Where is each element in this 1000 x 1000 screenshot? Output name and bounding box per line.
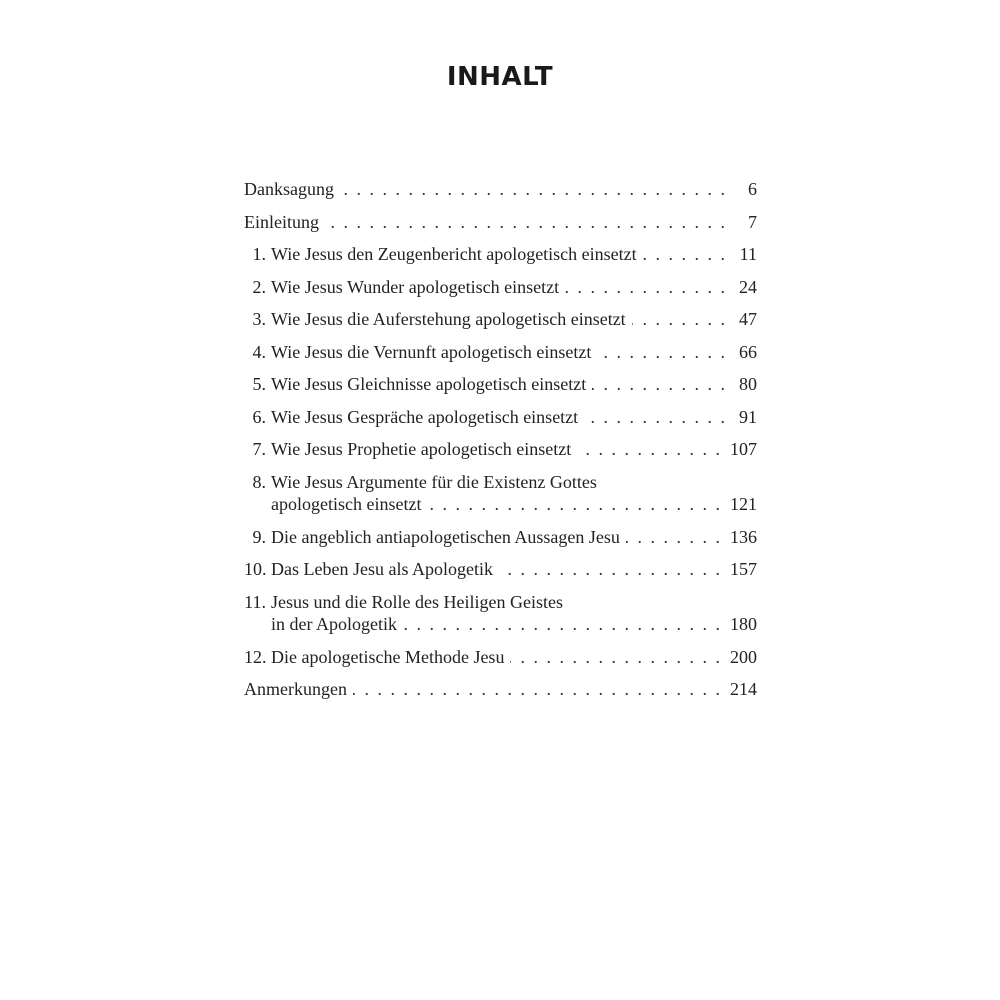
toc-entry-chapter-12[interactable] (244, 646, 757, 669)
toc-page-number: 24 (739, 276, 757, 297)
toc-page-number: 7 (748, 211, 757, 232)
chapter-number: 3. (252, 309, 266, 329)
chapter-number: 10. (244, 559, 267, 579)
toc-entry-label: Die apologetische Methode Jesu (271, 646, 505, 667)
toc-entry-chapter-8[interactable] (244, 471, 757, 516)
toc-page-number: 157 (730, 559, 757, 579)
toc-entry-chapter-3[interactable] (244, 308, 757, 331)
dot-leader (427, 493, 722, 516)
toc-entry-chapter-9[interactable] (244, 526, 757, 549)
dot-leader (325, 211, 727, 234)
toc-entry-label: Das Leben Jesu als Apologetik (271, 559, 493, 579)
dot-leader (597, 341, 727, 364)
chapter-number: 4. (252, 341, 266, 362)
toc-entry-chapter-11[interactable] (244, 591, 757, 636)
toc-entry-label: Wie Jesus Gespräche apologetisch einsetzt (271, 406, 579, 427)
chapter-number: 2. (252, 276, 266, 297)
toc-entry-chapter-10[interactable] (244, 558, 757, 581)
dot-leader (577, 438, 722, 461)
toc-entry-chapter-4[interactable] (244, 341, 757, 364)
toc-page-number: 136 (730, 526, 757, 547)
toc-entry-chapter-5[interactable] (244, 373, 757, 396)
toc-entry-chapter-1[interactable] (244, 243, 757, 266)
toc-entry-label: Wie Jesus die Auferstehung apologetisch einsetzt (271, 309, 626, 329)
toc-entry-label: Wie Jesus Gleichnisse apologetisch einsetzt (271, 374, 587, 394)
toc-page-number: 11 (739, 244, 757, 264)
toc-page-number: 6 (748, 179, 757, 199)
toc-entry-label: Anmerkungen (244, 679, 347, 699)
chapter-number: 1. (252, 244, 266, 264)
toc-page-number: 121 (730, 494, 757, 514)
toc-page-number: 80 (739, 374, 757, 394)
dot-leader (632, 308, 727, 331)
chapter-number: 9. (252, 526, 266, 547)
table-of-contents (244, 178, 757, 711)
toc-entry-danksagung[interactable] (244, 178, 757, 201)
toc-entry-label-continued: in der Apologetik (271, 614, 397, 634)
toc-page-number: 214 (730, 679, 757, 699)
toc-entry-label: Die angeblich antiapologetischen Aussagen Jesu (271, 526, 620, 547)
toc-entry-chapter-6[interactable] (244, 406, 757, 429)
toc-page-number: 200 (730, 646, 757, 667)
chapter-number: 12. (244, 646, 267, 667)
toc-page-number: 107 (730, 439, 757, 459)
dot-leader (592, 373, 727, 396)
dot-leader (565, 276, 727, 299)
dot-leader (643, 243, 727, 266)
toc-page-number: 66 (739, 341, 757, 362)
toc-page-number: 47 (739, 309, 757, 329)
page-title: INHALT (446, 62, 554, 92)
toc-entry-label: Wie Jesus Prophetie apologetisch einsetzt (271, 439, 572, 459)
toc-entry-label: Danksagung (244, 179, 334, 199)
chapter-number: 6. (252, 406, 266, 427)
dot-leader (499, 558, 722, 581)
chapter-number: 11. (244, 591, 266, 612)
dot-leader (340, 178, 727, 201)
toc-page-number: 180 (730, 614, 757, 634)
toc-entry-label-continued: apologetisch einsetzt (271, 494, 422, 514)
toc-entry-label: Wie Jesus Argumente für die Existenz Gottes (271, 471, 597, 492)
toc-page-number: 91 (739, 406, 757, 427)
toc-entry-label: Wie Jesus die Vernunft apologetisch einsetzt (271, 341, 592, 362)
toc-entry-einleitung[interactable] (244, 211, 757, 234)
dot-leader (510, 646, 722, 669)
chapter-number: 7. (252, 439, 266, 459)
chapter-number: 5. (252, 374, 266, 394)
toc-entry-label: Jesus und die Rolle des Heiligen Geistes (271, 591, 563, 612)
toc-entry-label: Wie Jesus den Zeugenbericht apologetisch einsetzt (271, 244, 637, 264)
toc-entry-label: Wie Jesus Wunder apologetisch einsetzt (271, 276, 560, 297)
chapter-number: 8. (252, 471, 266, 492)
toc-entry-chapter-7[interactable] (244, 438, 757, 461)
toc-entry-label: Einleitung (244, 211, 319, 232)
toc-entry-anmerkungen[interactable] (244, 678, 757, 701)
dot-leader (584, 406, 727, 429)
dot-leader (403, 613, 722, 636)
toc-entry-chapter-2[interactable] (244, 276, 757, 299)
dot-leader (626, 526, 722, 549)
dot-leader (353, 678, 722, 701)
